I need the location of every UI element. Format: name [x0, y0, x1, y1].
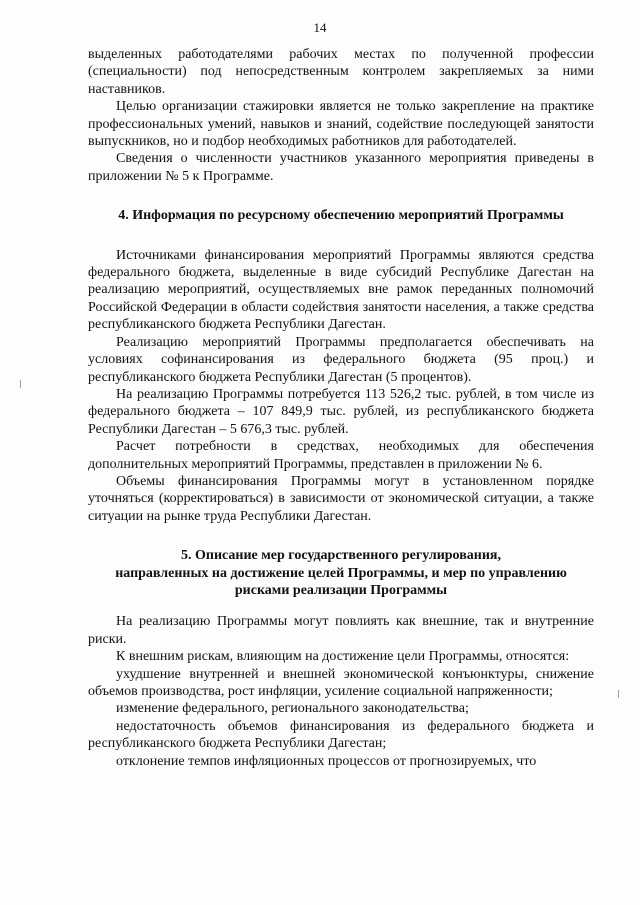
- section-5-paragraph-1: На реализацию Программы могут повлиять как внешние, так и внутренние риски.: [88, 614, 594, 647]
- section-4-paragraph-4: Расчет потребности в средствах, необходимых для обеспечения дополнительных мероприятий Программы, представлен в приложении № 6.: [88, 439, 594, 472]
- section-5-paragraph-5: недостаточность объемов финансирования из федерального бюджета и республиканского бюджета Республики Дагестан;: [88, 718, 594, 752]
- section-5-paragraph-2: К внешним рискам, влияющим на достижение цели Программы, относятся:: [116, 649, 570, 665]
- section-5-paragraph-4: изменение федерального, регионального законодательства;: [116, 701, 469, 717]
- section-5-paragraph-3: ухудшение внутренней и внешней экономической конъюнктуры, снижение объемов производства, рост инфляции, усиление социальной напряженности;: [88, 666, 594, 699]
- page-number: 14: [313, 20, 327, 35]
- section-4-paragraph-5: Объемы финансирования Программы могут в установленном порядке уточняться (корректироваться) в зависимости от экономической ситуации, а также ситуации на рынке труда Республики Дагестан.: [88, 473, 594, 524]
- intro-paragraph-3: Сведения о численности участников указанного мероприятия приведены в приложении № 5 к Программе.: [88, 151, 594, 184]
- section-5-heading: [88, 547, 594, 599]
- intro-paragraph-2: Целью организации стажировки является не только закрепление на практике профессиональных умений, навыков и знаний, содействие последующей занятости выпускников, но и подбор необходимых работников для работодателей.: [88, 99, 594, 150]
- section-5-heading-line-1: 5. Описание мер государственного регулирования,: [181, 548, 501, 564]
- document-body: [88, 46, 594, 770]
- scan-mark-right: [618, 690, 619, 698]
- section-4-paragraph-1: Источниками финансирования мероприятий Программы являются средства федерального бюджета, выделенные в виде субсидий Республике Дагестан на реализацию мероприятий, осуществляемых вне рамок переданных полномочий Российской Федерации в области содействия занятости населения, а также средства республиканского бюджета Республики Дагестан.: [88, 247, 594, 333]
- section-4-paragraph-3: На реализацию Программы потребуется 113 526,2 тыс. рублей, в том числе из федерального бюджета – 107 849,9 тыс. рублей, из республиканского бюджета Республики Дагестан – 5 676,3 тыс. рублей.: [88, 386, 594, 437]
- intro-paragraph-1: выделенных работодателями рабочих местах по полученной профессии (специальности) под непосредственным контролем закрепляемых за ними наставников.: [88, 47, 594, 97]
- section-4-heading: 4. Информация по ресурсному обеспечению мероприятий Программы: [118, 208, 564, 224]
- section-5-paragraph-6: отклонение темпов инфляционных процессов от прогнозируемых, что: [116, 753, 537, 769]
- section-5-heading-line-2: направленных на достижение целей Программы, и мер по управлению: [115, 565, 567, 581]
- section-4-paragraph-2: Реализацию мероприятий Программы предполагается обеспечивать на условиях софинансирования из федерального бюджета (95 проц.) и республиканского бюджета Республики Дагестан (5 процентов).: [88, 334, 594, 385]
- scan-mark-left: [20, 380, 21, 388]
- section-5-heading-line-3: рисками реализации Программы: [234, 582, 448, 598]
